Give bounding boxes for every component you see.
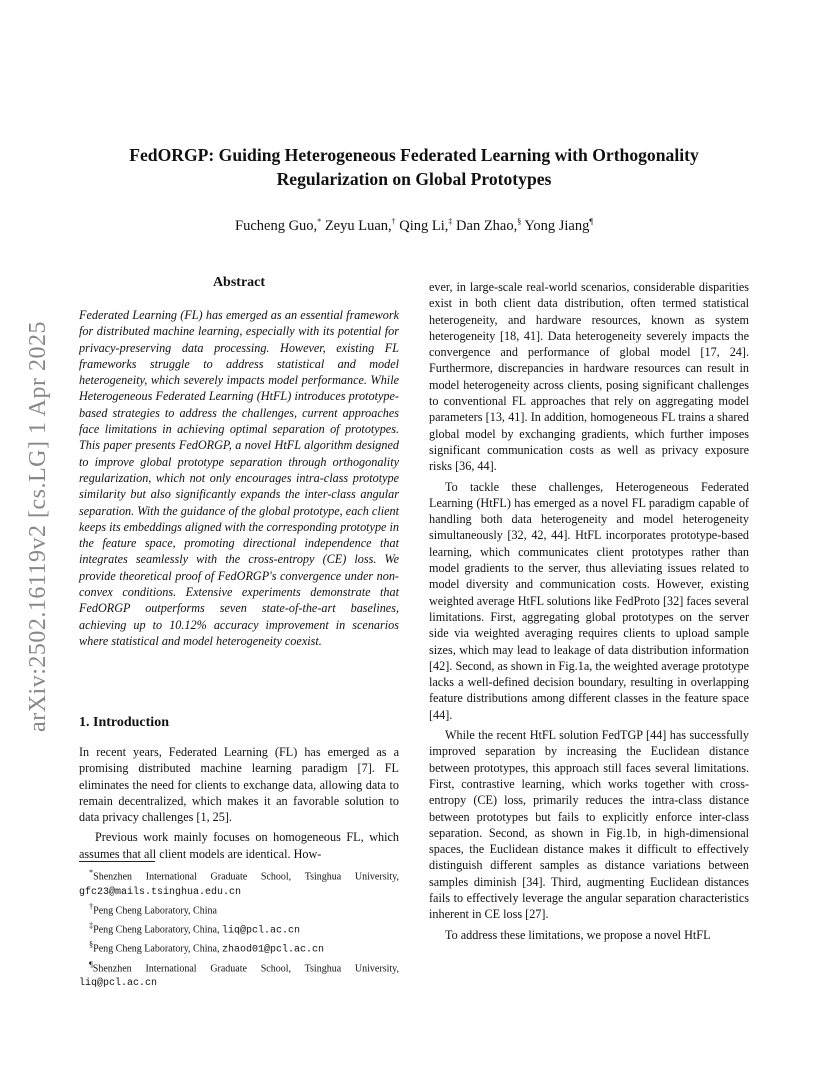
author-list: [80, 217, 748, 235]
intro-paragraph-1: In recent years, Federated Learning (FL) has emerged as a promising distributed machine learning paradigm [7]. FL eliminates the need for clients to exchange data, allowing data to remain decentralized, which makes it an favorable solution to data privacy challenges [1, 25].: [79, 745, 399, 825]
abstract-text: Federated Learning (FL) has emerged as an essential framework for distributed machine learning, especially with its potential for privacy-preserving data processing. However, existing FL frameworks struggle to address statistical and model heterogeneity, which severely impacts model performance. While Heterogeneous Federated Learning (HtFL) introduces prototype-based strategies to address the challenges, current approaches face limitations in achieving optimal separation of prototypes. This paper presents FedORGP, a novel HtFL algorithm designed to improve global prototype separation through orthogonality regularization, which not only encourages intra-class prototype similarity but also significantly expands the inter-class angular separation. With the guidance of the global prototype, each client keeps its embeddings aligned with the corresponding prototype in the feature space, promoting directional independence that integrates seamlessly with the cross-entropy (CE) loss. We provide theoretical proof of FedORGP's convergence under non-convex conditions. Extensive experiments demonstrate that FedORGP outperforms seven state-of-the-art baselines, achieving up to 10.12% accuracy improvement in scenarios where statistical and model heterogeneity coexist.: [79, 308, 399, 648]
author-1: Fucheng Guo,*: [235, 217, 322, 234]
footnote-3: ‡Peng Cheng Laboratory, China, liq@pcl.ac.cn: [89, 920, 300, 936]
author-3: Qing Li,‡: [399, 217, 453, 234]
author-2: Zeyu Luan,†: [324, 217, 396, 234]
right-paragraph-2: To tackle these challenges, Heterogeneous Federated Learning (HtFL) has emerged as a novel FL paradigm capable of handling both data heterogeneity and model heterogeneity simultaneously [32, 42, 44]. HtFL incorporates prototype-based learning, which communicates client prototypes rather than model gradients to the server, thus alleviating issues related to model diversity and communication costs. However, existing weighted average HtFL solutions like FedProto [32] faces several limitations. First, aggregating global prototypes on the server side via weighted averaging requires clients to upload sample sizes, which may lead to leakage of data distribution information [42]. Second, as shown in Fig.1a, the weighted average prototype lacks a well-defined decision boundary, resulting in overlapping feature distributions among different classes in the feature space [44].: [429, 479, 749, 722]
introduction-right: [429, 279, 749, 943]
footnotes: [79, 866, 399, 992]
abstract-section: [79, 307, 399, 649]
title-line-2: Regularization on Global Prototypes: [276, 169, 552, 189]
abstract-heading: Abstract: [212, 275, 266, 290]
footnote-2: †Peng Cheng Laboratory, China: [89, 901, 217, 917]
arxiv-identifier-text: arXiv:2502.16119v2 [cs.LG] 1 Apr 2025: [24, 320, 51, 732]
right-paragraph-3: While the recent HtFL solution FedTGP [44] has successfully improved separation by increasing the Euclidean distance between prototypes, this approach still faces several limitations. First, contrastive learning, which works together with cross-entropy (CE) loss, primarily reduces the intra-class distance between prototypes but fails to explicitly enforce inter-class separation. Second, as shown in Fig.1b, in high-dimensional spaces, the Euclidean distance makes it difficult to effectively distinguish different samples as distance variations between samples diminish [34]. Third, augmenting Euclidean distances fails to effectively leverage the angular separation characteristics inherent in CE loss [27].: [429, 728, 749, 922]
title-line-1: FedORGP: Guiding Heterogeneous Federated Learning with Orthogonality: [129, 145, 699, 165]
author-4: Dan Zhao,§: [456, 217, 522, 234]
intro-paragraph-2: Previous work mainly focuses on homogeneous FL, which assumes that all client models are identical. How-: [79, 830, 399, 861]
introduction-left: [79, 744, 399, 862]
section-heading-introduction: 1. Introduction: [79, 715, 169, 730]
arxiv-identifier: [16, 291, 60, 761]
footnote-5: ¶Shenzhen International Graduate School, Tsinghua University, liq@pcl.ac.cn: [79, 959, 399, 990]
footnote-rule: [79, 861, 155, 862]
right-paragraph-4: To address these limitations, we propose a novel HtFL: [445, 927, 711, 942]
footnote-1: *Shenzhen International Graduate School, Tsinghua University, gfc23@mails.tsinghua.edu.cn: [79, 868, 399, 898]
footnote-4: §Peng Cheng Laboratory, China, zhaod01@pcl.ac.cn: [89, 940, 324, 956]
paper-title: [80, 143, 748, 191]
right-paragraph-1: ever, in large-scale real-world scenarios, considerable disparities exist in both client data distribution, often termed statistical heterogeneity, and hardware resources, known as system heterogeneity [18, 41]. Data heterogeneity severely impacts the convergence and performance of global model [17, 24]. Furthermore, discrepancies in hardware resources can result in model heterogeneity across clients, posing significant challenges to conventional FL approaches that rely on aggregating model parameters [13, 41]. In addition, homogeneous FL trains a shared global model by exchanging gradients, which further imposes significant communication costs as well as privacy exposure risks [36, 44].: [429, 280, 749, 474]
author-5: Yong Jiang¶: [524, 217, 593, 234]
